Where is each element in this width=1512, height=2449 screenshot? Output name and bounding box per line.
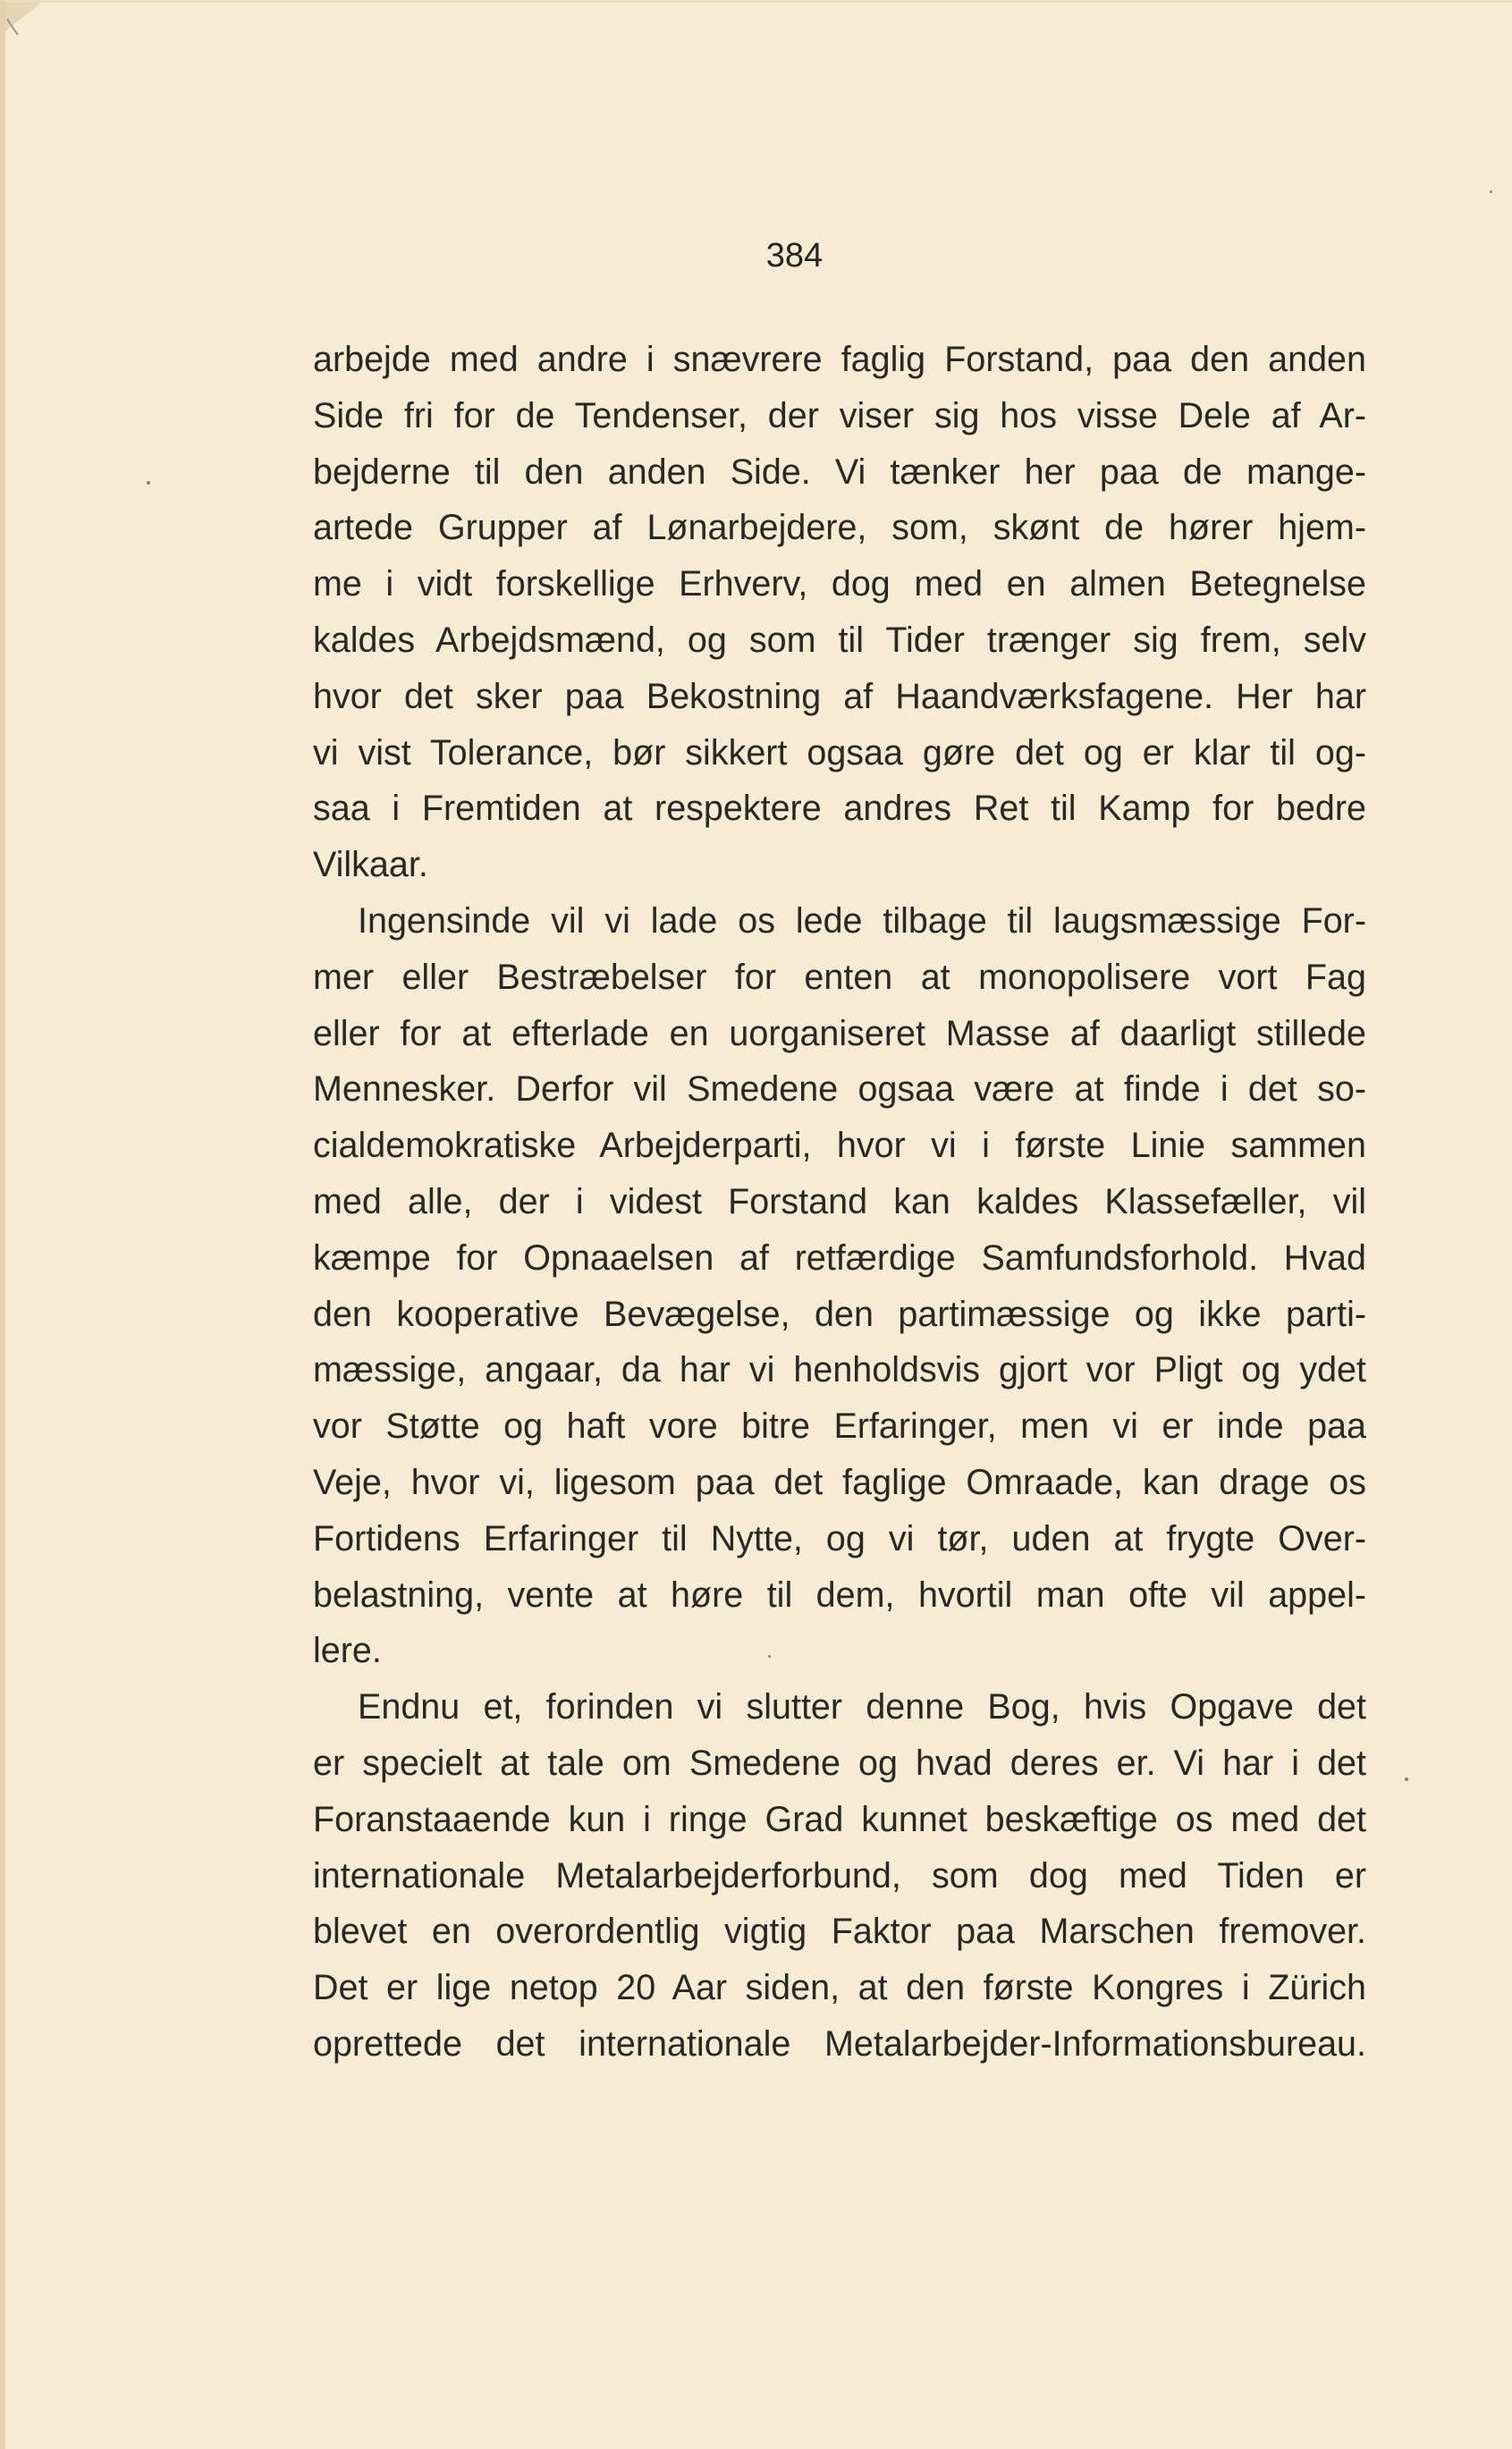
- text-line: artede Grupper af Lønarbejdere, som, skønt de hører hjem-: [313, 508, 1366, 548]
- text-line: Veje, hvor vi, ligesom paa det faglige Omraade, kan drage os: [313, 1462, 1366, 1502]
- text-line: kaldes Arbejdsmænd, og som til Tider trænger sig frem, selv: [313, 620, 1366, 660]
- text-line: mer eller Bestræbelser for enten at monopolisere vort Fag: [313, 957, 1366, 997]
- text-line: vor Støtte og haft vore bitre Erfaringer, men vi er inde paa: [313, 1406, 1366, 1447]
- text-line: oprettede det internationale Metalarbejder-Informationsbureau.: [313, 2023, 1366, 2064]
- text-line: Fortidens Erfaringer til Nytte, og vi tør, uden at frygte Over-: [313, 1518, 1366, 1558]
- text-line: Side fri for de Tendenser, der viser sig hos visse Dele af Ar-: [313, 395, 1366, 435]
- text-line: Vilkaar.: [313, 845, 428, 885]
- text-line: arbejde med andre i snævrere faglig Forstand, paa den anden: [313, 340, 1366, 379]
- text-line: belastning, vente at høre til dem, hvortil man ofte vil appel-: [313, 1575, 1366, 1615]
- text-line: kæmpe for Opnaaelsen af retfærdige Samfundsforhold. Hvad: [313, 1237, 1366, 1278]
- page-corner-fold: [5, 3, 59, 38]
- text-line: lere.: [313, 1631, 382, 1671]
- text-line: er specielt at tale om Smedene og hvad deres er. Vi har i det: [313, 1743, 1366, 1783]
- text-line: Mennesker. Derfor vil Smedene ogsaa være at finde i det so-: [313, 1069, 1366, 1110]
- text-line: bejderne til den anden Side. Vi tænker her paa de mange-: [313, 452, 1366, 492]
- text-line: Endnu et, forinden vi slutter denne Bog, hvis Opgave det: [358, 1687, 1366, 1727]
- text-line: vi vist Tolerance, bør sikkert ogsaa gøre det og er klar til og-: [313, 732, 1366, 773]
- text-line: hvor det sker paa Bekostning af Haandværksfagene. Her har: [313, 676, 1366, 716]
- text-line: den kooperative Bevægelse, den partimæssige og ikke parti-: [313, 1294, 1366, 1334]
- text-line: saa i Fremtiden at respektere andres Ret til Kamp for bedre: [313, 789, 1366, 829]
- page-number: 384: [765, 237, 824, 274]
- text-line: cialdemokratiske Arbejderparti, hvor vi i første Linie sammen: [313, 1126, 1366, 1166]
- text-line: Foranstaaende kun i ringe Grad kunnet beskæftige os med det: [313, 1799, 1366, 1839]
- text-line: blevet en overordentlig vigtig Faktor paa Marschen fremover.: [313, 1912, 1366, 1952]
- paper-speck: [1405, 1778, 1408, 1781]
- text-line: mæssige, angaar, da har vi henholdsvis gjort vor Pligt og ydet: [313, 1350, 1366, 1390]
- text-line: eller for at efterlade en uorganiseret Masse af daarligt stillede: [313, 1013, 1366, 1053]
- text-line: Ingensinde vil vi lade os lede tilbage til laugsmæssige For-: [358, 900, 1366, 941]
- text-line: Det er lige netop 20 Aar siden, at den første Kongres i Zürich: [313, 1968, 1366, 2008]
- body-text: [313, 332, 1366, 2073]
- paper-speck: [1490, 190, 1492, 193]
- text-line: me i vidt forskellige Erhverv, dog med en almen Betegnelse: [313, 564, 1366, 604]
- paper-speck: [768, 1655, 771, 1658]
- text-line: internationale Metalarbejderforbund, som dog med Tiden er: [313, 1855, 1366, 1896]
- paper-speck: [147, 481, 150, 485]
- text-line: med alle, der i videst Forstand kan kaldes Klassefæller, vil: [313, 1181, 1366, 1221]
